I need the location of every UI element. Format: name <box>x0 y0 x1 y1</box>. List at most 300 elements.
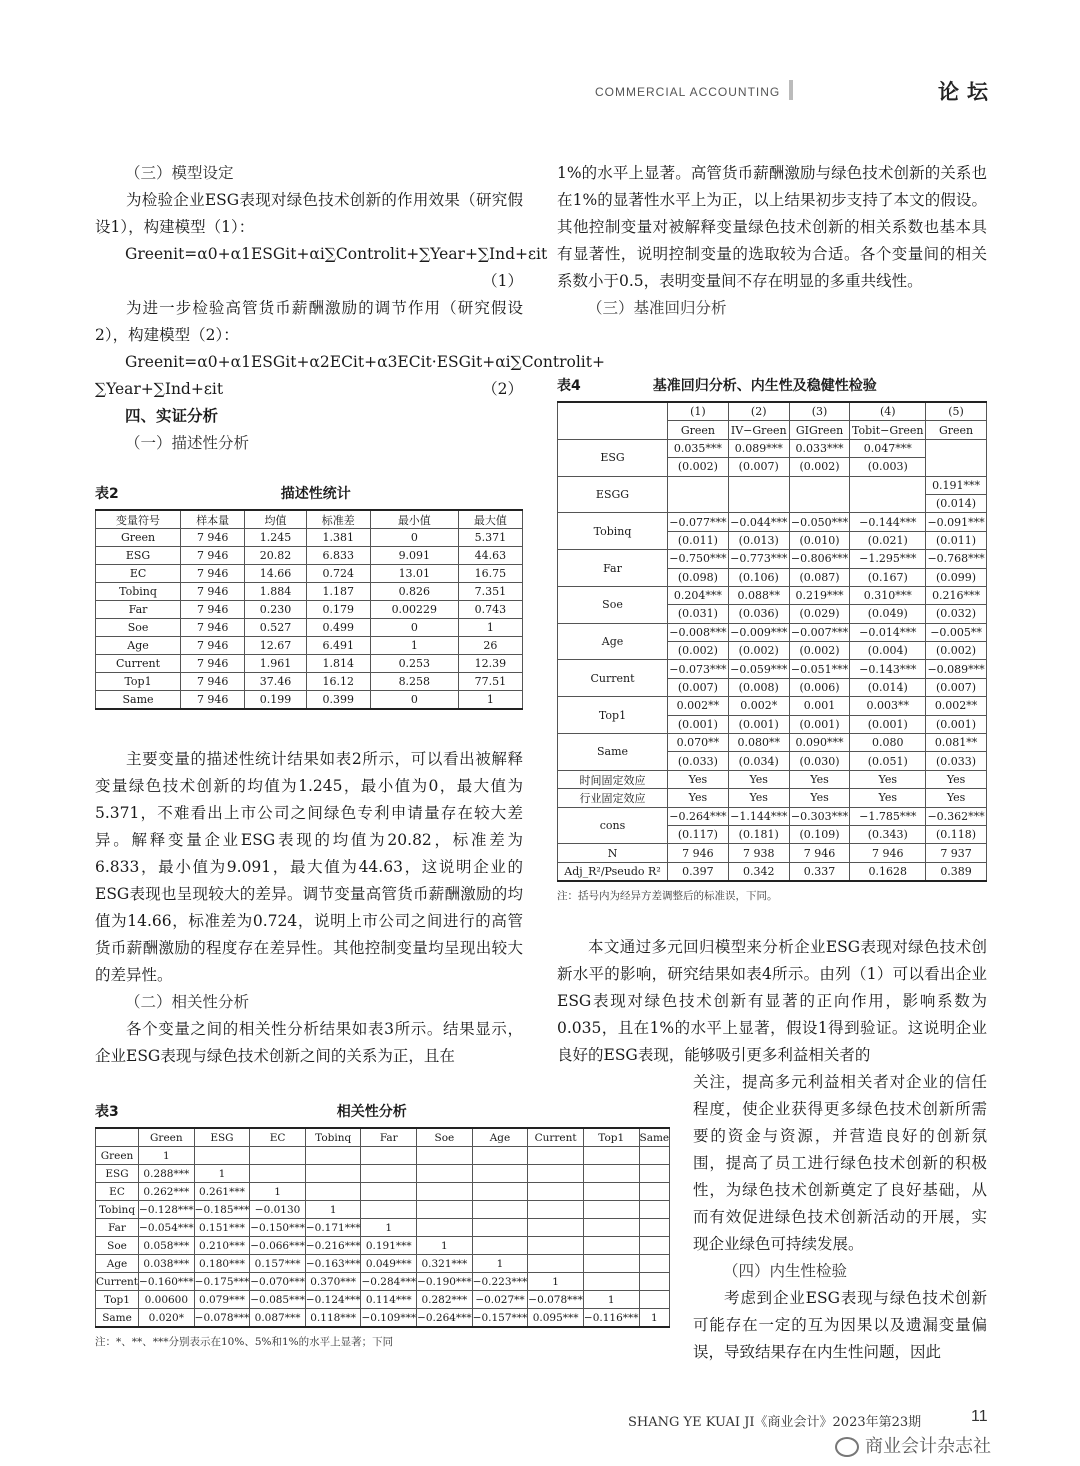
table3-header-cell: Soe <box>417 1128 473 1147</box>
equation-2-line2: ∑Year+∑Ind+εit <box>95 380 224 398</box>
table3-label: 表3 <box>95 1104 119 1120</box>
table3-cell <box>472 1165 528 1183</box>
table4-se-cell: (0.007) <box>926 678 987 696</box>
table2-header-cell: 最小值 <box>370 510 458 529</box>
table4-se-cell: (0.002) <box>789 642 850 660</box>
table3-cell: ESG <box>96 1165 139 1183</box>
table3-cell: −0.190*** <box>417 1273 473 1291</box>
table3-cell: EC <box>96 1183 139 1201</box>
table3-cell: Same <box>96 1309 139 1328</box>
table4-coef-cell: 0.003** <box>850 697 926 715</box>
table4-coef-cell: 0.088** <box>728 586 789 604</box>
table3-cell <box>639 1165 670 1183</box>
table4-coef-cell: 0.080 <box>850 734 926 752</box>
table2-cell: 13.01 <box>370 565 458 583</box>
table3-header-cell: Far <box>361 1128 417 1147</box>
right-column-bottom <box>557 934 987 1069</box>
table4-coef-cell: 0.081** <box>926 734 987 752</box>
table3-header-cell: EC <box>250 1128 306 1147</box>
table4-coef-cell: −0.773*** <box>728 550 789 568</box>
table2-cell: 7 946 <box>181 547 245 565</box>
table4-coef-cell: 0.002* <box>728 697 789 715</box>
table4-col-number: (1) <box>668 402 729 421</box>
baseline-heading: （三）基准回归分析 <box>587 299 727 317</box>
table4-coef-cell: −1.144*** <box>728 807 789 825</box>
table3-cell: 0.191*** <box>361 1237 417 1255</box>
table3-cell <box>472 1237 528 1255</box>
table4-cell: N <box>558 844 668 862</box>
table2-cell: EC <box>96 565 181 583</box>
table3-cell <box>528 1183 584 1201</box>
table4-cell: 7 946 <box>789 844 850 862</box>
table4-cell: Yes <box>789 770 850 788</box>
table-row <box>96 565 523 583</box>
table4-cell: Yes <box>728 770 789 788</box>
table-row <box>558 789 987 807</box>
table4-cell: 0.342 <box>728 862 789 881</box>
table4-var-name: cons <box>558 807 668 844</box>
table4-se-cell: (0.006) <box>789 678 850 696</box>
table3-cell <box>194 1147 250 1165</box>
paragraph-endogeneity: 考虑到企业ESG表现与绿色技术创新可能存在一定的互为因果以及遗漏变量偏误，导致结果存在内生性问题，因此 <box>693 1289 987 1361</box>
table3-cell <box>417 1219 473 1237</box>
table3-cell: 0.114*** <box>361 1291 417 1309</box>
table3-cell: −0.054*** <box>139 1219 195 1237</box>
table3-cell: 1 <box>305 1201 361 1219</box>
table3-cell <box>639 1237 670 1255</box>
table4-se-cell: (0.029) <box>789 605 850 623</box>
table3-cell: 1 <box>250 1183 306 1201</box>
table4-coef-cell: −1.295*** <box>850 550 926 568</box>
table3-cell: −0.124*** <box>305 1291 361 1309</box>
table4-coef-cell: −0.059*** <box>728 660 789 678</box>
table3-cell: 0.087*** <box>250 1309 306 1328</box>
table4-coef-cell: 0.191*** <box>926 476 987 494</box>
table3-cell: −0.175*** <box>194 1273 250 1291</box>
table2-cell: 14.66 <box>245 565 306 583</box>
table3-cell: 0.321*** <box>417 1255 473 1273</box>
table3-cell: 0.261*** <box>194 1183 250 1201</box>
paragraph-correlation-cont: 1%的水平上显著。高管货币薪酬激励与绿色技术创新的关系也在1%的显著性水平上为正，以上结果初步支持了本文的假设。其他控制变量对被解释变量绿色技术创新的相关系数也基本具有显著性，说明控制变量的选取较为合适。各个变量间的相关系数小于0.5，表明变量间不存在明显的多重共线性。 <box>557 164 987 290</box>
paragraph-model2: 为进一步检验高管货币薪酬激励的调节作用（研究假设2），构建模型（2）： <box>95 299 523 344</box>
table4-se-cell: (0.109) <box>789 825 850 843</box>
table4-cell: Yes <box>668 789 729 807</box>
table3-cell: 0.095*** <box>528 1309 584 1328</box>
table4-coef-cell: −0.014*** <box>850 623 926 641</box>
table4-se-cell: (0.036) <box>728 605 789 623</box>
table3-cell <box>417 1165 473 1183</box>
table3-cell: −0.066*** <box>250 1237 306 1255</box>
table4-coef-cell: −0.362*** <box>926 807 987 825</box>
table3-cell: 0.180*** <box>194 1255 250 1273</box>
table4-se-cell: (0.007) <box>668 678 729 696</box>
table4-cell: Yes <box>668 770 729 788</box>
table3-cell <box>472 1219 528 1237</box>
table4-col-name: GIGreen <box>789 421 850 439</box>
left-column-bottom <box>95 746 523 1070</box>
table2-cell: 0.00229 <box>370 601 458 619</box>
table3-cell <box>305 1165 361 1183</box>
table4-coef-cell: −0.264*** <box>668 807 729 825</box>
equation-1-body: Greenit=α0+α1ESGit+αi∑Controlit+∑Year+∑Ind+εit <box>125 245 548 263</box>
table-row <box>96 1147 670 1165</box>
paragraph-model1: 为检验企业ESG表现对绿色技术创新的作用效果（研究假设1），构建模型（1）： <box>95 191 523 236</box>
paragraph-correlation: 各个变量之间的相关性分析结果如表3所示。结果显示，企业ESG表现与绿色技术创新之间的关系为正，且在 <box>95 1020 523 1065</box>
table2-cell: 7 946 <box>181 583 245 601</box>
table3-cell: Top1 <box>96 1291 139 1309</box>
desc-heading: （一）描述性分析 <box>125 434 250 452</box>
table3-cell <box>361 1165 417 1183</box>
table2-cell: Age <box>96 637 181 655</box>
table4-coef-cell: 0.035*** <box>668 439 729 457</box>
table4-coef-cell: −0.007*** <box>789 623 850 641</box>
table4-se-cell: (0.014) <box>850 678 926 696</box>
table4-se-cell: (0.033) <box>926 752 987 770</box>
table-row <box>96 655 523 673</box>
table2-cell: 9.091 <box>370 547 458 565</box>
table4-se-cell: (0.007) <box>728 458 789 476</box>
table4-cell: 0.397 <box>668 862 729 881</box>
table4-cell: 0.1628 <box>850 862 926 881</box>
table3-cell: 1 <box>639 1309 670 1328</box>
table2-cell: ESG <box>96 547 181 565</box>
table2-header-cell: 均值 <box>245 510 306 529</box>
table2-cell: 1 <box>458 619 522 637</box>
table4-se-cell: (0.002) <box>668 642 729 660</box>
table3-header-cell <box>96 1128 139 1147</box>
table4-se-cell: (0.051) <box>850 752 926 770</box>
table4-cell <box>728 476 789 513</box>
equation-1-number: （1） <box>482 272 523 290</box>
table3-cell: −0.078*** <box>194 1309 250 1328</box>
table2-cell: 16.75 <box>458 565 522 583</box>
table4-cell: 7 937 <box>926 844 987 862</box>
table-row <box>96 1201 670 1219</box>
table3-header-cell: Top1 <box>583 1128 639 1147</box>
header-divider <box>789 80 793 100</box>
table4-se-cell: (0.343) <box>850 825 926 843</box>
table3-cell <box>472 1147 528 1165</box>
table3-cell: −0.223*** <box>472 1273 528 1291</box>
table2-cell: 1.961 <box>245 655 306 673</box>
table3-cell: Tobinq <box>96 1201 139 1219</box>
table3-cell: −0.160*** <box>139 1273 195 1291</box>
table4-se-cell: (0.001) <box>728 715 789 733</box>
table2-cell: 7 946 <box>181 673 245 691</box>
table4-col-number: (3) <box>789 402 850 421</box>
table3-cell: −0.264*** <box>417 1309 473 1328</box>
table4-se-cell: (0.001) <box>789 715 850 733</box>
table3-cell <box>361 1147 417 1165</box>
table4-coef-cell: 0.310*** <box>850 586 926 604</box>
corr-heading: （二）相关性分析 <box>125 993 250 1011</box>
table3-cell <box>639 1201 670 1219</box>
table2-header-cell: 最大值 <box>458 510 522 529</box>
table3-cell: −0.216*** <box>305 1237 361 1255</box>
equation-2 <box>95 376 523 403</box>
table2-cell: 0 <box>370 691 458 710</box>
table3-cell <box>583 1201 639 1219</box>
table4-se-cell: (0.013) <box>728 531 789 549</box>
table2-cell: Tobinq <box>96 583 181 601</box>
table4-se-cell: (0.014) <box>926 494 987 512</box>
table4-var-name: ESGG <box>558 476 668 513</box>
table-row <box>96 547 523 565</box>
table4-var-name: Far <box>558 550 668 587</box>
table4-se-cell: (0.002) <box>668 458 729 476</box>
table4-col-number: (4) <box>850 402 926 421</box>
table-row <box>558 550 987 568</box>
table3-cell <box>305 1147 361 1165</box>
table2-title: 描述性统计 <box>280 486 351 502</box>
table2-cell: 37.46 <box>245 673 306 691</box>
table4-coef-cell: −0.144*** <box>850 513 926 531</box>
table4-coef-cell: 0.219*** <box>789 586 850 604</box>
table2-cell: 20.82 <box>245 547 306 565</box>
table3-cell <box>639 1147 670 1165</box>
table4-var-name: Top1 <box>558 697 668 734</box>
table3-cell <box>528 1255 584 1273</box>
table2-cell: 44.63 <box>458 547 522 565</box>
table-row <box>96 673 523 691</box>
table4-se-cell: (0.031) <box>668 605 729 623</box>
table2-cell: 1.814 <box>306 655 370 673</box>
table3-cell: −0.185*** <box>194 1201 250 1219</box>
table3-cell <box>528 1219 584 1237</box>
table-row <box>558 697 987 715</box>
table4-se-cell: (0.008) <box>728 678 789 696</box>
table2-cell: 7 946 <box>181 637 245 655</box>
table4-var-name: Tobinq <box>558 513 668 550</box>
table3-cell: −0.150*** <box>250 1219 306 1237</box>
table4-cell: 7 946 <box>668 844 729 862</box>
table2-cell: 12.67 <box>245 637 306 655</box>
table3-cell <box>361 1183 417 1201</box>
table4-coef-cell: −0.091*** <box>926 513 987 531</box>
table-row <box>96 1291 670 1309</box>
table4-corner <box>558 402 668 439</box>
table-row <box>96 1273 670 1291</box>
table3-cell: 0.049*** <box>361 1255 417 1273</box>
table3-cell: −0.0130 <box>250 1201 306 1219</box>
table3-cell: 1 <box>583 1291 639 1309</box>
wechat-icon <box>835 1437 859 1457</box>
table-row <box>558 862 987 881</box>
table4-se-cell: (0.030) <box>789 752 850 770</box>
table4-block <box>557 375 987 903</box>
paragraph-descriptive: 主要变量的描述性统计结果如表2所示，可以看出被解释变量绿色技术创新的均值为1.245，最小值为0，最大值为5.371，不难看出上市公司之间绿色专利申请量存在较大差异。解释变量企业ESG表现的均值为20.82，标准差为6.833，最小值为9.091，最大值为44.63，这说明企业的ESG表现也呈现较大的差异。调节变量高管货币薪酬激励的均值为14.66，标准差为0.724，说明上市公司之间进行的高管货币薪酬激励的程度存在差异性。其他控制变量均呈现出较大的差异性。 <box>95 750 523 984</box>
table4-coef-cell: −0.008*** <box>668 623 729 641</box>
table2-cell: 1 <box>458 691 522 710</box>
table4-cell <box>668 476 729 513</box>
table2-cell: 1 <box>370 637 458 655</box>
table4-cell: 0.389 <box>926 862 987 881</box>
table2-cell: 7 946 <box>181 655 245 673</box>
table4-coef-cell: −0.089*** <box>926 660 987 678</box>
table3-header-cell: Tobinq <box>305 1128 361 1147</box>
table-row <box>558 476 987 494</box>
table4-coef-cell: 0.002** <box>668 697 729 715</box>
table3-cell: −0.284*** <box>361 1273 417 1291</box>
table3-cell <box>528 1165 584 1183</box>
table2-cell: 0 <box>370 529 458 547</box>
table3-header-cell: Current <box>528 1128 584 1147</box>
table4-se-cell: (0.098) <box>668 568 729 586</box>
table4-var-name: Same <box>558 734 668 771</box>
table4-se-cell: (0.011) <box>668 531 729 549</box>
table3-cell: −0.128*** <box>139 1201 195 1219</box>
table4-se-cell: (0.002) <box>926 642 987 660</box>
table4-se-cell: (0.021) <box>850 531 926 549</box>
table4-se-cell: (0.099) <box>926 568 987 586</box>
table3-cell <box>583 1273 639 1291</box>
table2-cell: 7 946 <box>181 565 245 583</box>
table4-cell: Adj_R²/Pseudo R² <box>558 862 668 881</box>
table3-title: 相关性分析 <box>336 1104 407 1120</box>
table4-cell <box>850 476 926 513</box>
table4-se-cell: (0.002) <box>728 642 789 660</box>
model-heading: （三）模型设定 <box>125 164 234 182</box>
table4-se-cell: (0.010) <box>789 531 850 549</box>
table4-col-number: (2) <box>728 402 789 421</box>
table4-se-cell: (0.003) <box>850 458 926 476</box>
table3-cell <box>583 1255 639 1273</box>
paragraph-baseline: 本文通过多元回归模型来分析企业ESG表现对绿色技术创新水平的影响，研究结果如表4所示。由列（1）可以看出企业ESG表现对绿色技术创新有显著的正向作用，影响系数为0.035，且在1%的水平上显著，假设1得到验证。这说明企业良好的ESG表现，能够吸引更多利益相关者的 <box>557 938 987 1064</box>
table2-cell: 8.258 <box>370 673 458 691</box>
table4-col-name: IV−Green <box>728 421 789 439</box>
footer-journal: SHANG YE KUAI JI《商业会计》2023年第23期 <box>628 1415 922 1430</box>
table4-coef-cell: 0.001 <box>789 697 850 715</box>
table2-cell: Top1 <box>96 673 181 691</box>
table3-cell: 1 <box>417 1237 473 1255</box>
table3-cell: 0.210*** <box>194 1237 250 1255</box>
table3-cell <box>417 1201 473 1219</box>
table4-coef-cell: −0.073*** <box>668 660 729 678</box>
table2-cell: 0.399 <box>306 691 370 710</box>
table3-cell: Far <box>96 1219 139 1237</box>
table4-se-cell: (0.001) <box>850 715 926 733</box>
table3-cell: 0.370*** <box>305 1273 361 1291</box>
watermark <box>835 1432 991 1458</box>
table3-cell <box>639 1255 670 1273</box>
table3-cell: 1 <box>528 1273 584 1291</box>
table-row <box>96 619 523 637</box>
table4-coef-cell: −0.303*** <box>789 807 850 825</box>
table3-cell <box>528 1147 584 1165</box>
table4-se-cell: (0.087) <box>789 568 850 586</box>
table4-se-cell: (0.034) <box>728 752 789 770</box>
table4-se-cell: (0.118) <box>926 825 987 843</box>
table2-cell: 16.12 <box>306 673 370 691</box>
equation-2-line1: Greenit=α0+α1ESGit+α2ECit+α3ECit·ESGit+αi∑Controlit+ <box>125 353 605 371</box>
table3-cell: −0.027** <box>472 1291 528 1309</box>
table4-se-cell: (0.181) <box>728 825 789 843</box>
table2-cell: 6.491 <box>306 637 370 655</box>
table3-cell: −0.157*** <box>472 1309 528 1328</box>
table-row <box>558 807 987 825</box>
table3-cell <box>305 1183 361 1201</box>
table3-cell: 0.262*** <box>139 1183 195 1201</box>
table-row <box>96 1237 670 1255</box>
table3-header-cell: Same <box>639 1128 670 1147</box>
table3-cell: −0.163*** <box>305 1255 361 1273</box>
table2-cell: 1.187 <box>306 583 370 601</box>
paragraph-baseline-cont: 关注，提高多元利益相关者对企业的信任程度，使企业获得更多绿色技术创新所需要的资金与资源，并营造良好的创新氛围，提高了员工进行绿色技术创新的积极性，为绿色技术创新奠定了良好基础，从而有效促进绿色技术创新活动的开展，实现企业绿色可持续发展。 <box>693 1073 987 1253</box>
table3-cell: Age <box>96 1255 139 1273</box>
table2-cell: 0.743 <box>458 601 522 619</box>
table3-cell: 0.00600 <box>139 1291 195 1309</box>
table4-var-name: Soe <box>558 586 668 623</box>
table2-cell: Same <box>96 691 181 710</box>
table4-coef-cell: −0.077*** <box>668 513 729 531</box>
table4-cell <box>789 476 850 513</box>
table3-cell: 0.282*** <box>417 1291 473 1309</box>
watermark-text: 商业会计杂志社 <box>865 1436 991 1457</box>
table2-cell: 0.527 <box>245 619 306 637</box>
table4-cell: Yes <box>926 770 987 788</box>
table3-cell: Soe <box>96 1237 139 1255</box>
table2-cell: 77.51 <box>458 673 522 691</box>
table-row <box>96 1255 670 1273</box>
table2-cell: Soe <box>96 619 181 637</box>
table4-cell: Yes <box>850 789 926 807</box>
page-number: 11 <box>971 1408 988 1425</box>
table4-cell: 行业固定效应 <box>558 789 668 807</box>
table3-cell <box>361 1201 417 1219</box>
table2-cell: 7 946 <box>181 529 245 547</box>
table-row <box>558 513 987 531</box>
table3-cell: −0.078*** <box>528 1291 584 1309</box>
table4-cell: Yes <box>850 770 926 788</box>
table4-coef-cell: 0.080** <box>728 734 789 752</box>
equation-1 <box>95 241 548 268</box>
table4-note: 注：括号内为经异方差调整后的标准误，下同。 <box>557 890 778 903</box>
table4-coef-cell: −0.806*** <box>789 550 850 568</box>
table-row <box>558 770 987 788</box>
table-row <box>96 601 523 619</box>
table2-label: 表2 <box>95 486 119 502</box>
table2-cell: 7 946 <box>181 691 245 710</box>
table3-cell: −0.116*** <box>583 1309 639 1328</box>
table4-se-cell: (0.167) <box>850 568 926 586</box>
table4-coef-cell: −1.785*** <box>850 807 926 825</box>
table-row <box>96 1219 670 1237</box>
table4-coef-cell: −0.005** <box>926 623 987 641</box>
table3-cell <box>472 1183 528 1201</box>
table3-cell <box>417 1183 473 1201</box>
table4-coef-cell: 0.002** <box>926 697 987 715</box>
table2-cell: 7 946 <box>181 601 245 619</box>
table2-cell: 7.351 <box>458 583 522 601</box>
table2-cell: 1.381 <box>306 529 370 547</box>
table2-cell: 0.724 <box>306 565 370 583</box>
table3-cell: −0.070*** <box>250 1273 306 1291</box>
table-row <box>96 1183 670 1201</box>
table3 <box>95 1127 670 1328</box>
journal-name-en: COMMERCIAL ACCOUNTING <box>595 85 781 99</box>
table4 <box>557 401 987 882</box>
table3-cell <box>472 1201 528 1219</box>
table2-cell: 0.253 <box>370 655 458 673</box>
table4-cell: 0.337 <box>789 862 850 881</box>
table4-coef-cell: −0.044*** <box>728 513 789 531</box>
table4-se-cell: (0.001) <box>668 715 729 733</box>
table2-cell: Green <box>96 529 181 547</box>
table4-var-name: Current <box>558 660 668 697</box>
table3-block <box>95 1101 670 1349</box>
table3-cell <box>583 1147 639 1165</box>
table3-cell <box>583 1219 639 1237</box>
